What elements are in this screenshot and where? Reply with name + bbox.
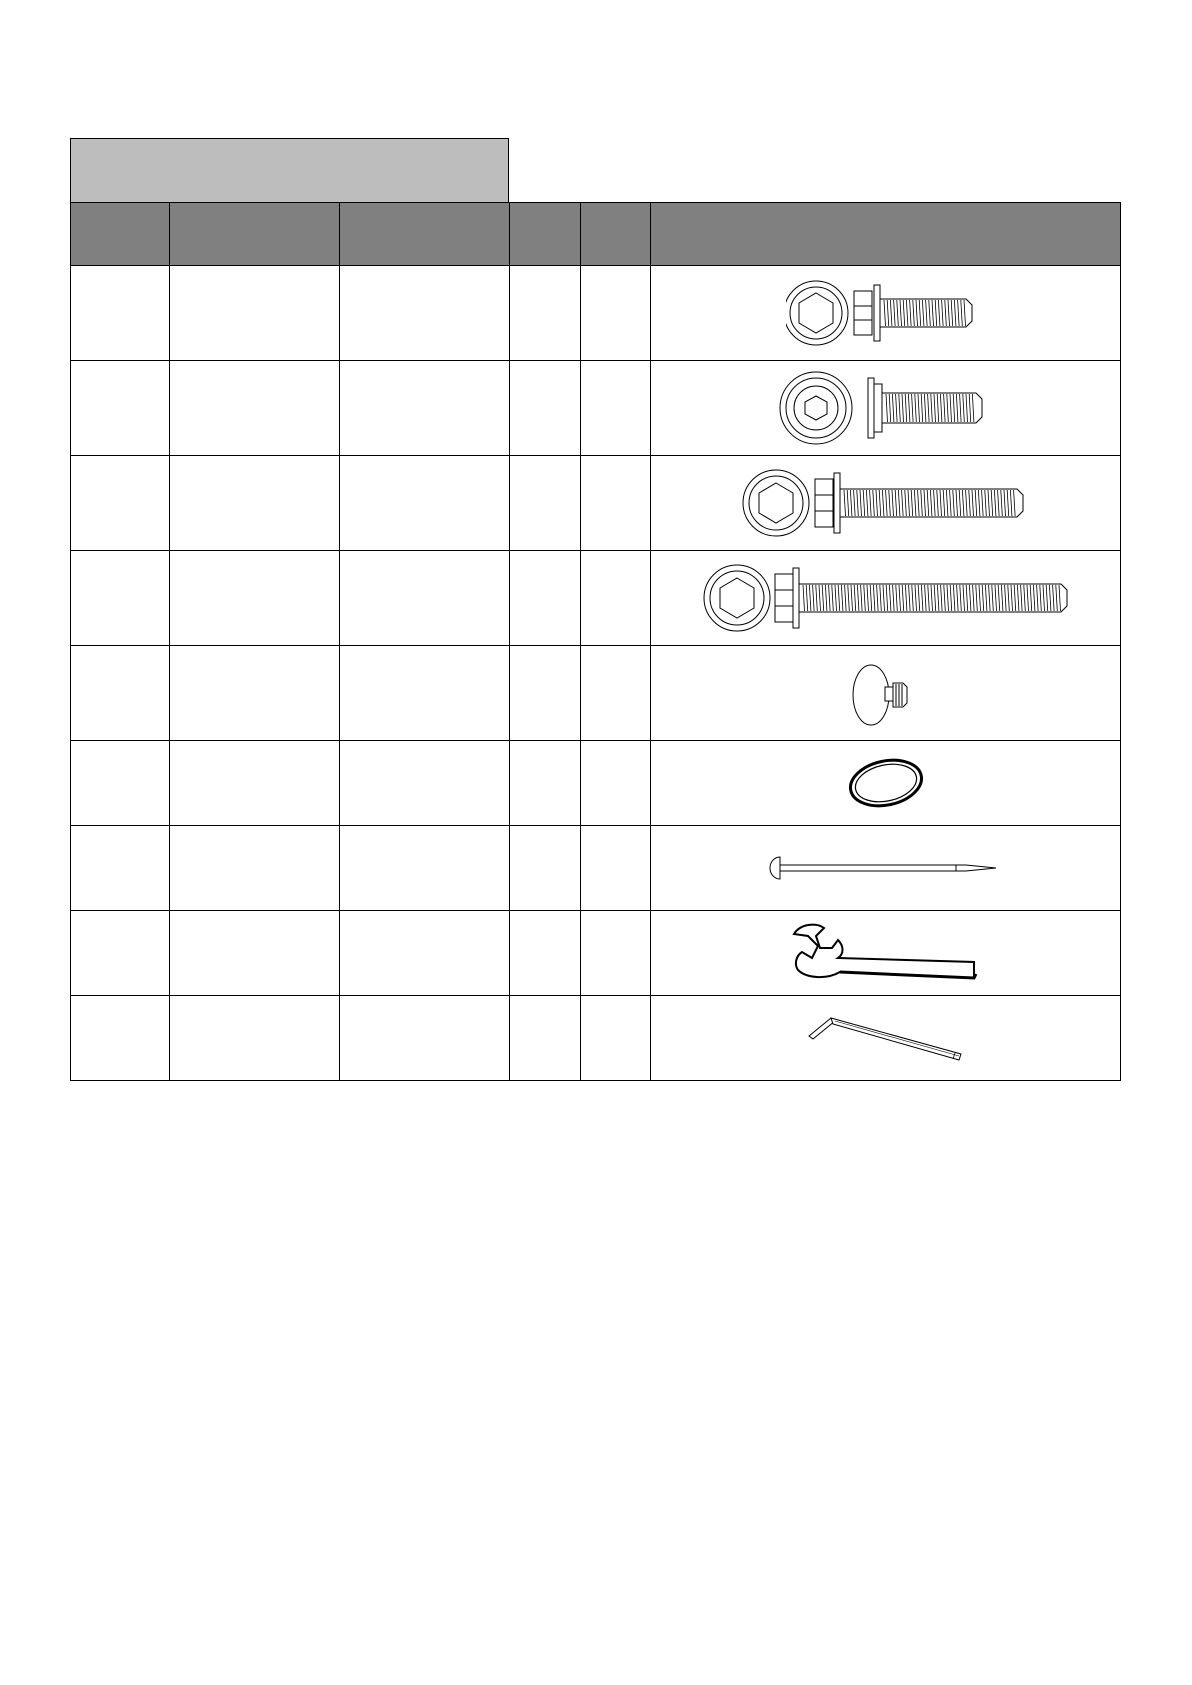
cell-description: [170, 646, 340, 741]
cell-picture: [651, 361, 1121, 456]
socket-cap-bolt-icon: [776, 368, 996, 448]
cell-size: [340, 551, 510, 646]
cell-description: [170, 911, 340, 996]
cell-size: [340, 826, 510, 911]
cell-spare: [581, 551, 651, 646]
hex-bolt-short-icon: [786, 273, 986, 353]
cell-qty: [510, 911, 581, 996]
cell-size: [340, 996, 510, 1081]
cell-description: [170, 741, 340, 826]
cell-size: [340, 266, 510, 361]
cell-spare: [581, 911, 651, 996]
cell-spare: [581, 456, 651, 551]
cell-part: [71, 911, 170, 996]
cell-spare: [581, 826, 651, 911]
hex-bolt-long-icon: [701, 558, 1071, 638]
table-row: [71, 551, 1121, 646]
hardware-table: [70, 202, 1121, 1081]
cell-description: [170, 361, 340, 456]
table-row: [71, 456, 1121, 551]
cell-qty: [510, 361, 581, 456]
cell-size: [340, 741, 510, 826]
cell-spare: [581, 266, 651, 361]
open-wrench-icon: [786, 918, 986, 988]
table-title-bar: [70, 138, 509, 202]
cell-qty: [510, 741, 581, 826]
cell-description: [170, 551, 340, 646]
col-header-size: [340, 203, 510, 266]
col-header-picture: [651, 203, 1121, 266]
cell-spare: [581, 361, 651, 456]
cell-picture: [651, 456, 1121, 551]
table-row: [71, 741, 1121, 826]
cell-spare: [581, 741, 651, 826]
cell-qty: [510, 551, 581, 646]
col-header-qty: [510, 203, 581, 266]
cell-part: [71, 456, 170, 551]
cell-size: [340, 456, 510, 551]
cell-size: [340, 911, 510, 996]
cell-picture: [651, 996, 1121, 1081]
cell-picture: [651, 266, 1121, 361]
cell-part: [71, 551, 170, 646]
cell-part: [71, 741, 170, 826]
hex-bolt-medium-icon: [741, 463, 1031, 543]
cell-part: [71, 826, 170, 911]
col-header-part: [71, 203, 170, 266]
table-row: [71, 646, 1121, 741]
cell-size: [340, 646, 510, 741]
cell-picture: [651, 741, 1121, 826]
table-row: [71, 361, 1121, 456]
cell-description: [170, 456, 340, 551]
cell-picture: [651, 911, 1121, 996]
cell-part: [71, 266, 170, 361]
mushroom-plug-icon: [841, 653, 931, 733]
cell-qty: [510, 646, 581, 741]
table-row: [71, 266, 1121, 361]
cell-picture: [651, 551, 1121, 646]
cell-part: [71, 996, 170, 1081]
allen-key-icon: [801, 1008, 971, 1068]
cell-spare: [581, 646, 651, 741]
cell-spare: [581, 996, 651, 1081]
col-header-spare: [581, 203, 651, 266]
cell-description: [170, 266, 340, 361]
cell-qty: [510, 456, 581, 551]
table-row: [71, 826, 1121, 911]
col-header-description: [170, 203, 340, 266]
table-header-row: [71, 203, 1121, 266]
cell-qty: [510, 996, 581, 1081]
cell-part: [71, 646, 170, 741]
cell-size: [340, 361, 510, 456]
cell-picture: [651, 826, 1121, 911]
table-row: [71, 911, 1121, 996]
cell-qty: [510, 826, 581, 911]
cell-description: [170, 996, 340, 1081]
cell-qty: [510, 266, 581, 361]
cell-picture: [651, 646, 1121, 741]
table-row: [71, 996, 1121, 1081]
pin-nail-icon: [766, 843, 1006, 893]
cell-part: [71, 361, 170, 456]
cell-description: [170, 826, 340, 911]
key-ring-icon: [841, 753, 931, 813]
